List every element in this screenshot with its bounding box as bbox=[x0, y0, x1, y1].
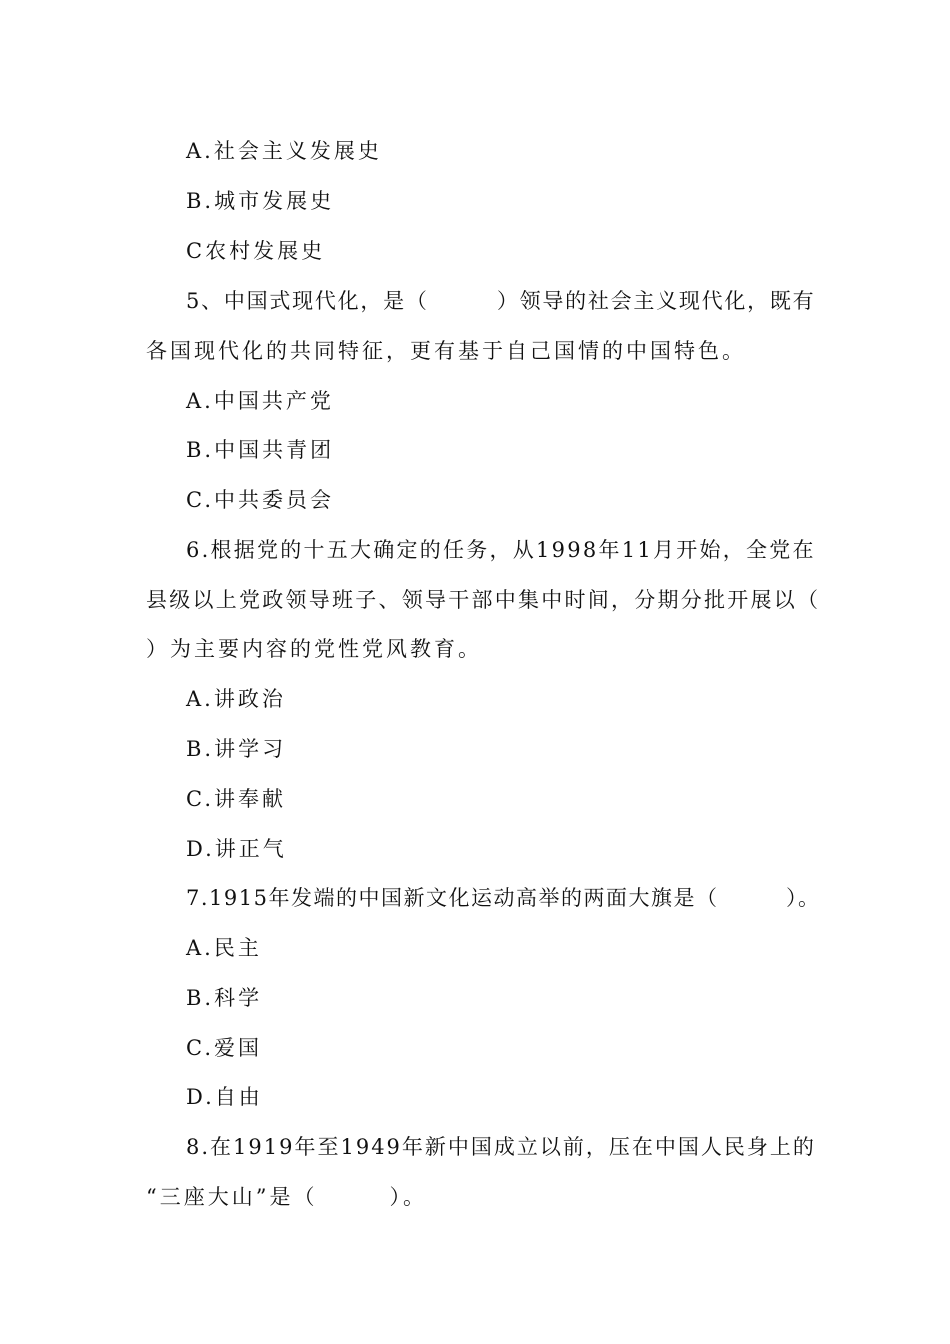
q7-option-b: B.科学 bbox=[186, 986, 263, 1010]
q7-question-line-1: 7.1915年发端的中国新文化运动高举的两面大旗是（ ）。 bbox=[186, 886, 821, 910]
q5-option-b: B.中国共青团 bbox=[186, 438, 335, 462]
q4-option-a: A.社会主义发展史 bbox=[186, 139, 382, 163]
q6-option-d: D.讲正气 bbox=[186, 837, 287, 861]
q4-option-b: B.城市发展史 bbox=[186, 189, 335, 213]
q5-option-a: A.中国共产党 bbox=[186, 389, 334, 413]
q6-question-line-3: ）为主要内容的党性党风教育。 bbox=[146, 637, 482, 661]
q6-question-line-2: 县级以上党政领导班子、领导干部中集中时间，分期分批开展以（ bbox=[146, 588, 821, 612]
q8-question-line-2: “三座大山”是（ ）。 bbox=[146, 1185, 427, 1209]
q6-option-c: C.讲奉献 bbox=[186, 787, 286, 811]
q5-question-line-2: 各国现代化的共同特征，更有基于自己国情的中国特色。 bbox=[146, 339, 746, 363]
q6-option-b: B.讲学习 bbox=[186, 737, 287, 761]
q7-option-c: C.爱国 bbox=[186, 1036, 262, 1060]
q7-option-a: A.民主 bbox=[186, 936, 262, 960]
q8-question-line-1: 8.在1919年至1949年新中国成立以前，压在中国人民身上的 bbox=[186, 1135, 816, 1159]
q7-option-d: D.自由 bbox=[186, 1085, 263, 1109]
q4-option-c: C农村发展史 bbox=[186, 239, 326, 263]
q5-question-line-1: 5、中国式现代化，是（ ）领导的社会主义现代化，既有 bbox=[186, 289, 816, 313]
q6-question-line-1: 6.根据党的十五大确定的任务，从1998年11月开始，全党在 bbox=[186, 538, 816, 562]
q6-option-a: A.讲政治 bbox=[186, 687, 286, 711]
q5-option-c: C.中共委员会 bbox=[186, 488, 334, 512]
